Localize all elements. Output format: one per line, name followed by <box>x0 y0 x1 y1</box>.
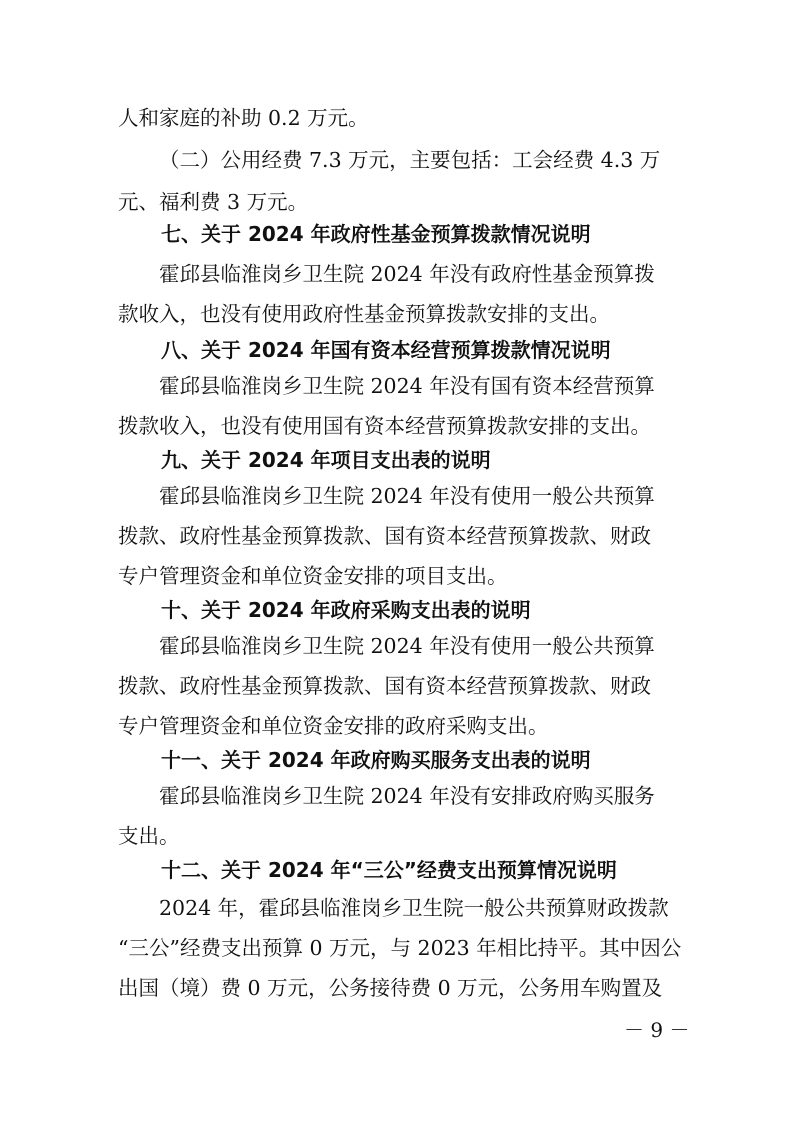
body-text-line: 元、福利费 3 万元。 <box>118 190 309 214</box>
body-text-line: 霍邱县临淮岗乡卫生院 2024 年没有政府性基金预算拨 <box>159 262 655 286</box>
section-heading: 八、关于 2024 年国有资本经营预算拨款情况说明 <box>161 338 611 362</box>
section-heading: 十一、关于 2024 年政府购买服务支出表的说明 <box>161 748 591 772</box>
body-text-line: 支出。 <box>118 824 180 848</box>
body-text-line: 霍邱县临淮岗乡卫生院 2024 年没有使用一般公共预算 <box>159 484 655 508</box>
body-text-line: 霍邱县临淮岗乡卫生院 2024 年没有安排政府购买服务 <box>159 784 655 808</box>
body-text-line: 拨款、政府性基金预算拨款、国有资本经营预算拨款、财政 <box>118 674 651 698</box>
body-text-line: 拨款、政府性基金预算拨款、国有资本经营预算拨款、财政 <box>118 524 651 548</box>
body-text-line: 专户管理资金和单位资金安排的项目支出。 <box>118 564 508 588</box>
body-text-line: 拨款收入，也没有使用国有资本经营预算拨款安排的支出。 <box>118 414 651 438</box>
section-heading: 七、关于 2024 年政府性基金预算拨款情况说明 <box>161 222 591 246</box>
section-heading: 十、关于 2024 年政府采购支出表的说明 <box>161 598 531 622</box>
body-text-line: 霍邱县临淮岗乡卫生院 2024 年没有国有资本经营预算 <box>159 374 655 398</box>
body-text-line: 专户管理资金和单位资金安排的政府采购支出。 <box>118 714 549 738</box>
body-text-line: 2024 年，霍邱县临淮岗乡卫生院一般公共预算财政拨款 <box>159 896 669 920</box>
body-text-line: “三公”经费支出预算 0 万元，与 2023 年相比持平。其中因公 <box>118 936 682 960</box>
body-text-line: 霍邱县临淮岗乡卫生院 2024 年没有使用一般公共预算 <box>159 634 655 658</box>
body-text-line: 人和家庭的补助 0.2 万元。 <box>118 106 369 130</box>
page-number: － 9 － <box>624 1018 690 1042</box>
body-text-line: （二）公用经费 7.3 万元，主要包括：工会经费 4.3 万 <box>159 148 661 172</box>
body-text-line: 出国（境）费 0 万元，公务接待费 0 万元，公务用车购置及 <box>118 976 663 1000</box>
section-heading: 十二、关于 2024 年“三公”经费支出预算情况说明 <box>161 858 617 882</box>
section-heading: 九、关于 2024 年项目支出表的说明 <box>161 448 491 472</box>
body-text-line: 款收入，也没有使用政府性基金预算拨款安排的支出。 <box>118 302 610 326</box>
